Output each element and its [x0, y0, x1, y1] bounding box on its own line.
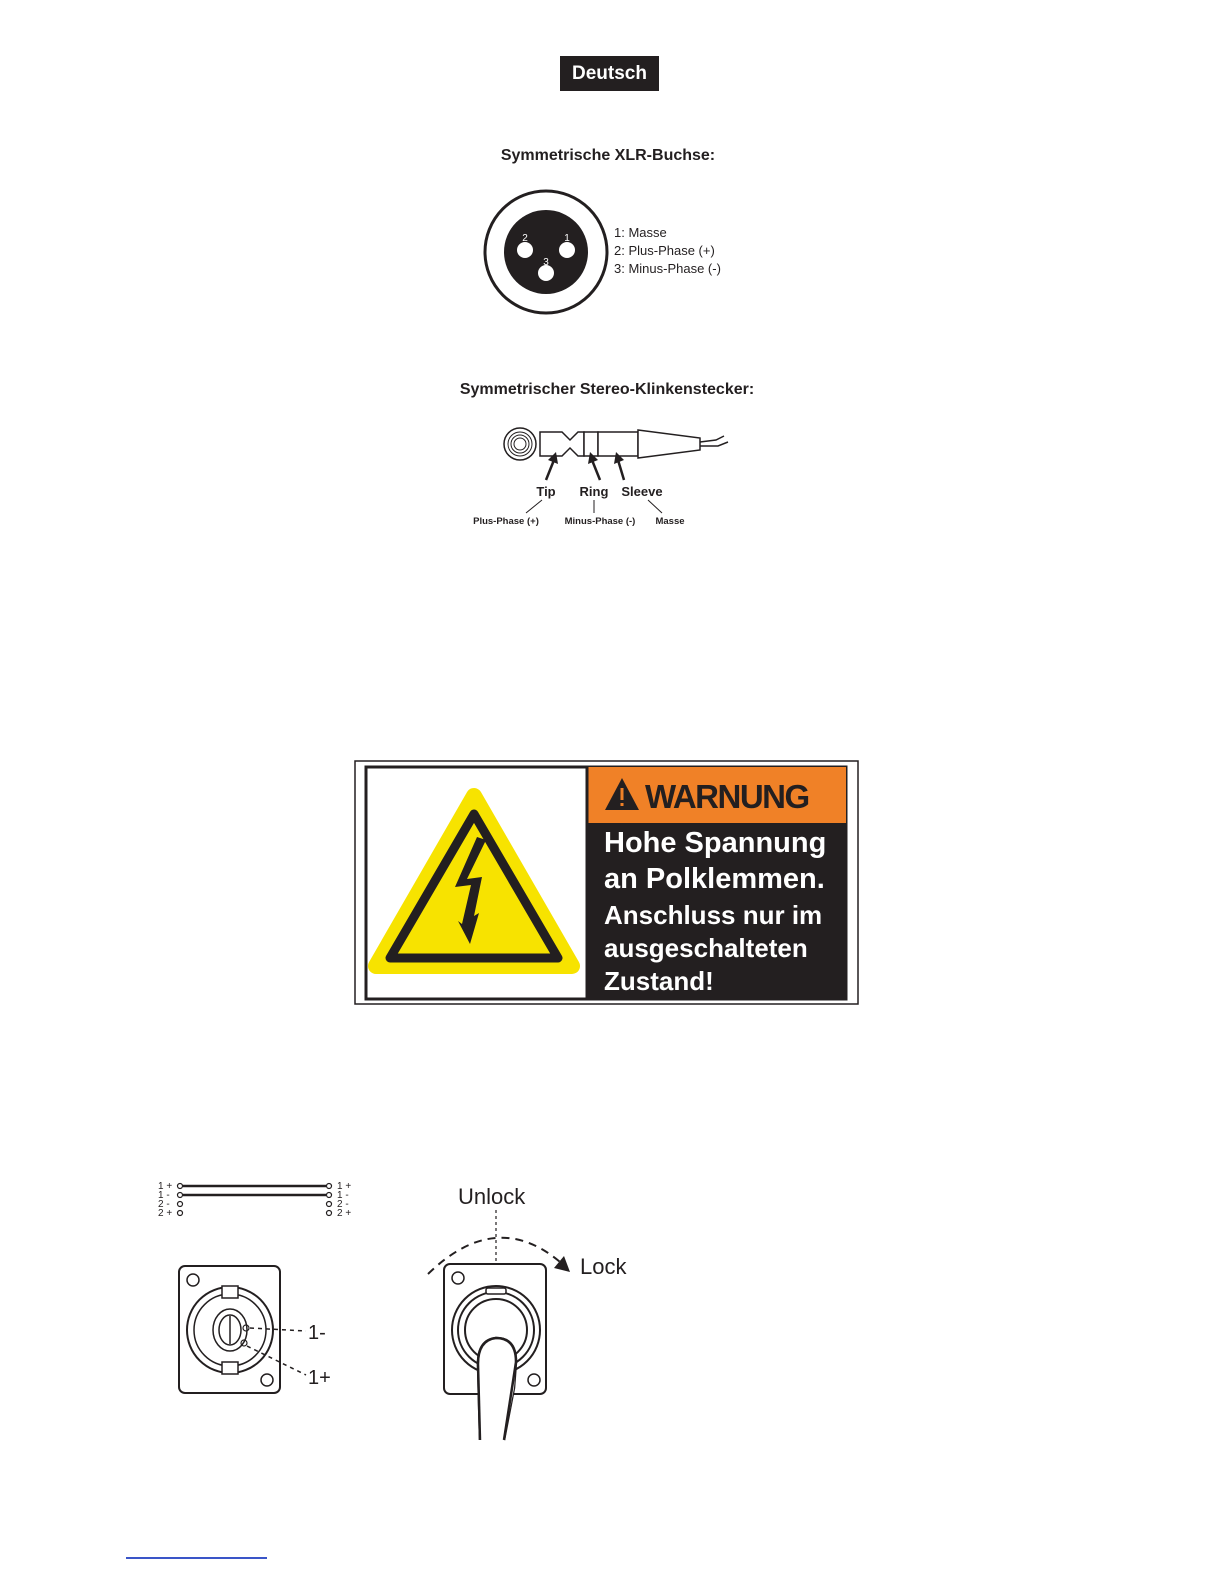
- xlr-socket-face: [504, 210, 588, 294]
- unlock-label: Unlock: [458, 1184, 526, 1209]
- jack-meaning-sleeve: Masse: [655, 516, 685, 527]
- speakon-wiring-diagram: [150, 1176, 365, 1222]
- jack-heading: Symmetrischer Stereo-Klinkenstecker:: [459, 381, 755, 398]
- warning-line-1: Hohe Spannung: [604, 827, 827, 859]
- jack-meaning-tip: Plus-Phase (+): [473, 516, 539, 527]
- wire-left-4: 2 +: [158, 1208, 173, 1219]
- jack-part-tip: Tip: [536, 484, 556, 499]
- wire-right-1: 1 +: [337, 1181, 352, 1192]
- warning-line-4: ausgeschalteten: [604, 933, 808, 963]
- jack-part-ring: Ring: [579, 484, 609, 499]
- wire-left-1: 1 +: [158, 1181, 173, 1192]
- speakon-lock-diagram: [420, 1178, 642, 1448]
- jack-part-sleeve: Sleeve: [621, 484, 663, 499]
- footer-link[interactable]: [126, 1557, 267, 1559]
- jack-handle-shape: [638, 430, 700, 458]
- jack-socket-icon: [504, 428, 536, 460]
- jack-ring-shape: [584, 432, 598, 456]
- warning-title: WARNUNG: [645, 778, 809, 815]
- jack-meaning-ring: Minus-Phase (-): [564, 516, 636, 527]
- xlr-pin-2-label: 2: [522, 233, 528, 244]
- xlr-legend-3: 3: Minus-Phase (-): [614, 261, 721, 276]
- wire-left-2: 1 -: [158, 1190, 170, 1201]
- xlr-pin-3-label: 3: [543, 257, 549, 268]
- jack-cable-icon: [700, 436, 728, 446]
- speakon-socket-diagram: [170, 1258, 350, 1400]
- language-badge: Deutsch: [560, 56, 659, 91]
- pole-plus-label: 1+: [308, 1367, 331, 1389]
- jack-sleeve-shape: [598, 432, 638, 456]
- xlr-pin-2: [517, 242, 533, 258]
- jack-plug-diagram: [462, 420, 742, 532]
- lock-label: Lock: [580, 1254, 627, 1279]
- wire-right-3: 2 -: [337, 1199, 349, 1210]
- wire-right-2: 1 -: [337, 1190, 349, 1201]
- xlr-pin-1: [559, 242, 575, 258]
- warning-line-2: an Polklemmen.: [604, 863, 825, 895]
- warning-line-5: Zustand!: [604, 966, 714, 996]
- wire-left-3: 2 -: [158, 1199, 170, 1210]
- pole-minus-label: 1-: [308, 1322, 326, 1344]
- wire-right-4: 2 +: [337, 1208, 352, 1219]
- jack-tip-shape: [540, 432, 584, 456]
- xlr-legend-2: 2: Plus-Phase (+): [614, 243, 715, 258]
- xlr-heading: Symmetrische XLR-Buchse:: [500, 147, 716, 164]
- warning-line-3: Anschluss nur im: [604, 900, 823, 930]
- xlr-pin-1-label: 1: [564, 233, 570, 244]
- warning-label: [354, 760, 860, 1006]
- xlr-diagram: [480, 188, 750, 318]
- xlr-legend-1: 1: Masse: [614, 225, 667, 240]
